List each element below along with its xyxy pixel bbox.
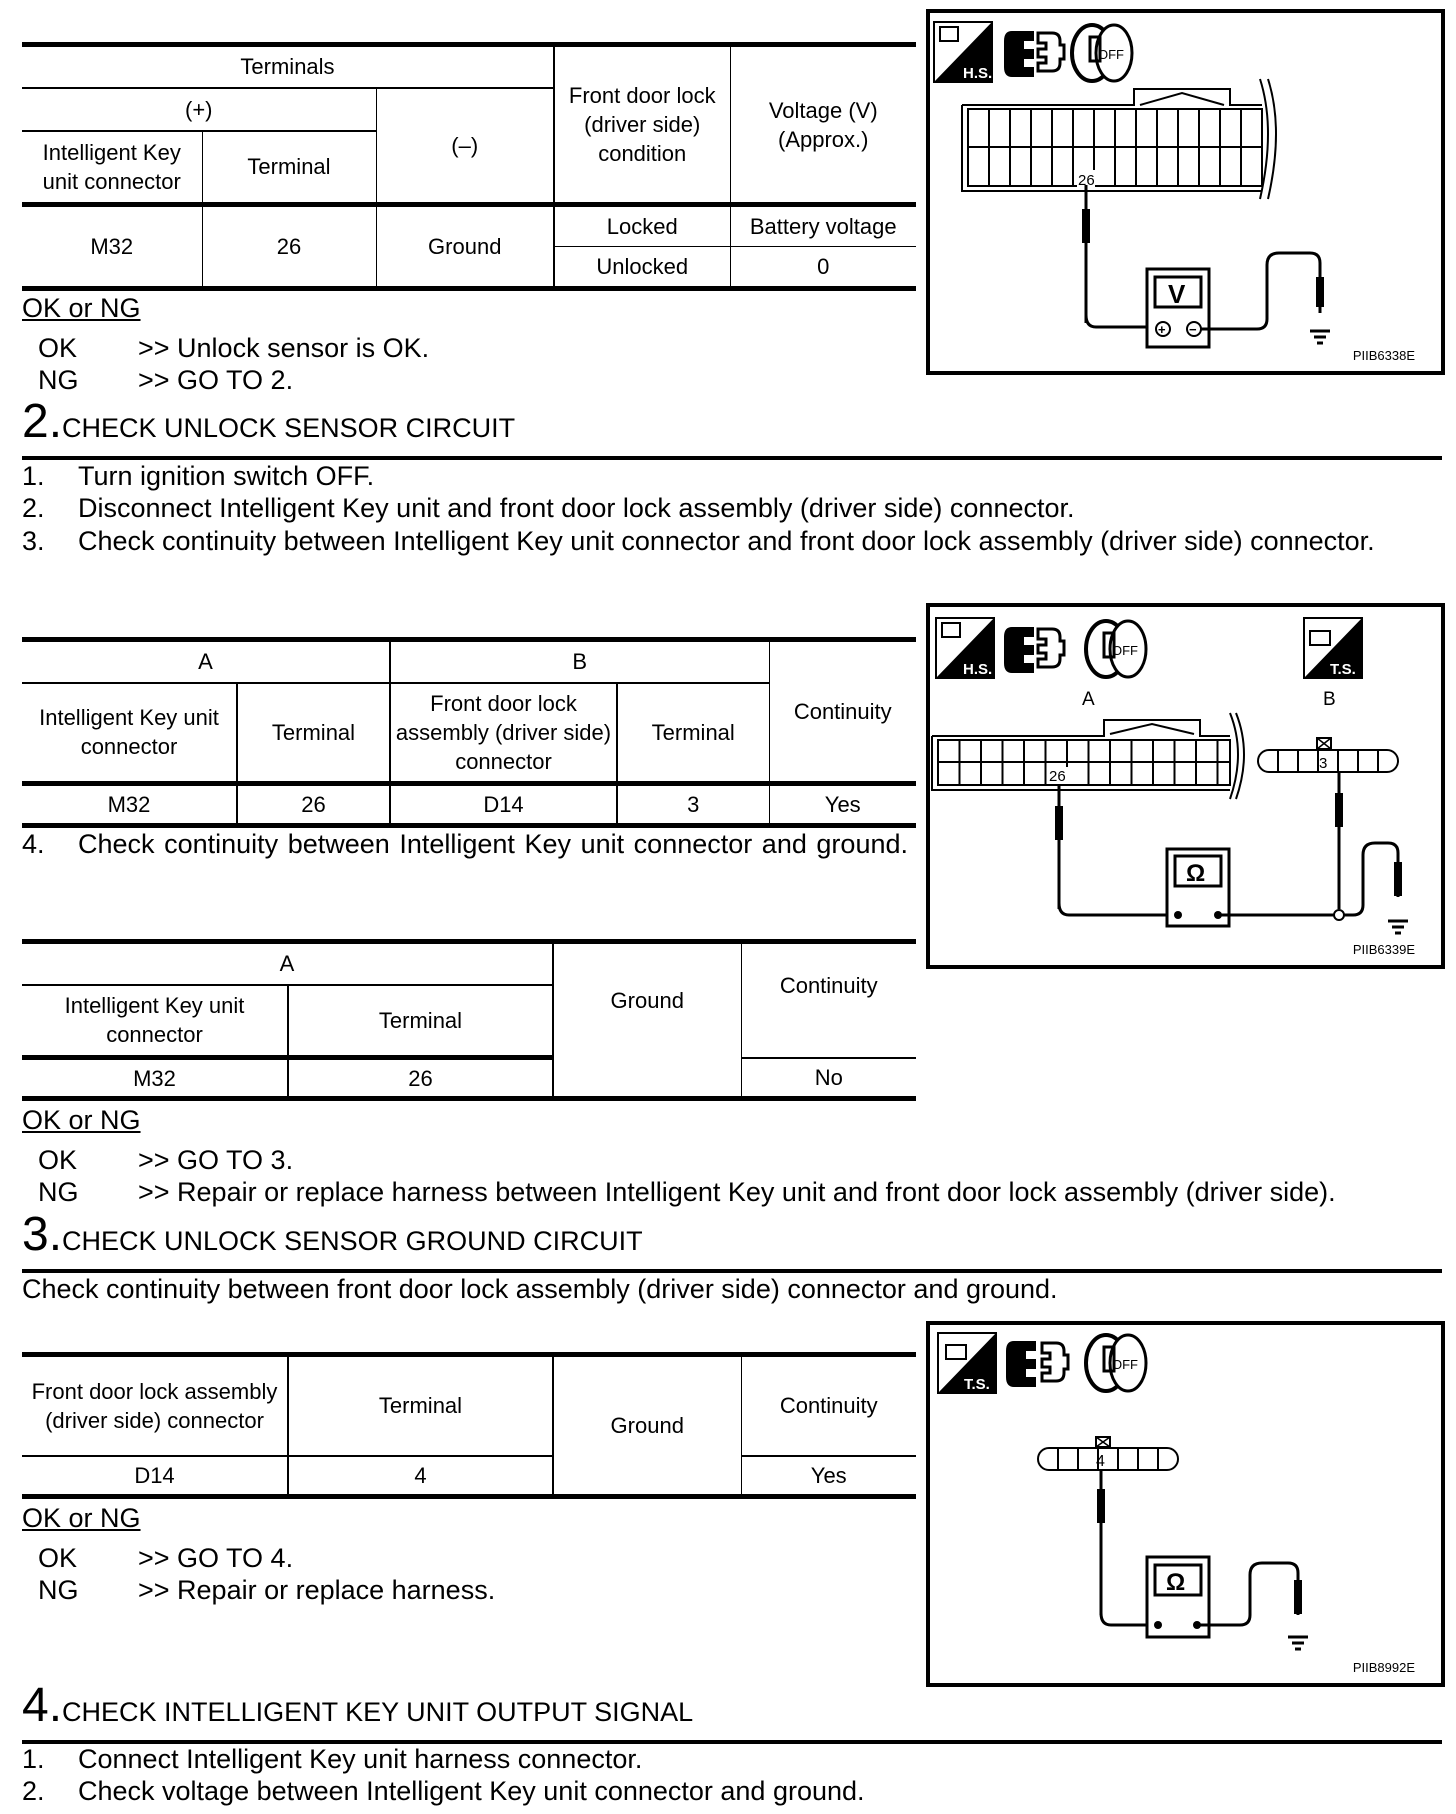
- ok-result: [22, 1145, 293, 1176]
- ng-text: >> GO TO 2.: [138, 365, 294, 395]
- cell-minus: Ground: [376, 205, 554, 289]
- ok-label: OK: [38, 1145, 78, 1175]
- connector-disconnect-icon: [1004, 31, 1064, 77]
- cell-terminal: 26: [202, 205, 376, 289]
- cell-condition-locked: Locked: [554, 205, 730, 247]
- header-b-connector: Front door lock assembly (driver side) connector: [390, 683, 617, 784]
- connector-b: [1038, 1437, 1178, 1470]
- svg-text:T.S.: T.S.: [1330, 661, 1356, 678]
- ng-result: [22, 1177, 1336, 1208]
- ok-text: >> GO TO 4.: [138, 1543, 294, 1573]
- instruction-item: 3. Check continuity between Intelligent Key unit connector and front door lock assembly (driver side) connector.: [22, 526, 1375, 556]
- figure-ground-continuity: [926, 1321, 1445, 1687]
- ng-label: NG: [38, 365, 79, 395]
- figure-voltage-check: [926, 9, 1445, 375]
- cell-connector: M32: [22, 1058, 288, 1099]
- voltmeter: [1147, 269, 1209, 347]
- header-terminal: Terminal: [288, 1355, 553, 1456]
- cell-a-connector: M32: [22, 784, 237, 826]
- ng-text: >> Repair or replace harness.: [138, 1575, 496, 1605]
- hs-label: H.S.: [963, 65, 993, 82]
- ok-label: OK: [38, 333, 78, 363]
- header-terminal: Terminal: [202, 131, 376, 205]
- off-label: OFF: [1098, 47, 1124, 62]
- svg-text:+: +: [1158, 322, 1166, 337]
- ok-text: >> Unlock sensor is OK.: [138, 333, 430, 363]
- ng-label: NG: [38, 1575, 79, 1605]
- instruction-item: 4. Check continuity between Intelligent Key unit connector and ground.: [22, 829, 908, 859]
- step-number: 2.: [22, 395, 63, 448]
- continuity-table-ground: [22, 1352, 916, 1499]
- table-row: [22, 784, 916, 826]
- step-title: CHECK UNLOCK SENSOR GROUND CIRCUIT: [62, 1226, 643, 1256]
- ok-ng-heading: OK or NG: [22, 1105, 141, 1135]
- cell-connector: M32: [22, 205, 202, 289]
- header-connector: Intelligent Key unit connector: [22, 985, 288, 1058]
- ignition-off-icon: [1086, 621, 1146, 677]
- connector-a-label: A: [1082, 689, 1095, 710]
- header-a: A: [22, 942, 553, 985]
- header-voltage: Voltage (V) (Approx.): [730, 45, 916, 205]
- ignition-off-icon: [1086, 1335, 1146, 1391]
- figure-code: PIIB6339E: [1352, 942, 1415, 957]
- ok-result: [22, 333, 429, 364]
- instruction-item: 2. Check voltage between Intelligent Key unit connector and ground.: [22, 1776, 865, 1806]
- header-ground: Ground: [553, 942, 741, 1058]
- figure-code: PIIB6338E: [1352, 348, 1415, 363]
- header-a-terminal: Terminal: [237, 683, 390, 784]
- header-b: B: [390, 640, 769, 683]
- instruction-item: 1. Turn ignition switch OFF.: [22, 461, 375, 491]
- svg-text:4: 4: [1096, 1453, 1105, 1470]
- terminal-side-icon: [938, 1333, 996, 1393]
- pin-label: 26: [1078, 172, 1095, 189]
- svg-text:H.S.: H.S.: [963, 661, 993, 678]
- wiring-diagram: [930, 13, 1441, 371]
- connector-b: [1258, 738, 1398, 772]
- instruction-text: Check continuity between front door lock assembly (driver side) connector and ground.: [22, 1274, 1058, 1304]
- ground-symbol: [1388, 921, 1408, 933]
- connector-b-label: B: [1323, 689, 1336, 710]
- table-row: [22, 205, 916, 247]
- table-row: [22, 1456, 916, 1497]
- header-continuity: Continuity: [769, 640, 916, 784]
- cell-terminal: 26: [288, 1058, 553, 1099]
- header-a: A: [22, 640, 390, 683]
- cell-condition-unlocked: Unlocked: [554, 247, 730, 289]
- svg-text:OFF: OFF: [1112, 643, 1138, 658]
- connector-a: [962, 79, 1276, 199]
- voltage-spec-table: [22, 42, 916, 291]
- svg-text:−: −: [1189, 322, 1197, 337]
- ok-text: >> GO TO 3.: [138, 1145, 294, 1175]
- header-terminal: Terminal: [288, 985, 553, 1058]
- connector-disconnect-icon: [1006, 1341, 1068, 1387]
- connector-disconnect-icon: [1004, 627, 1064, 673]
- header-terminals: Terminals: [22, 45, 554, 88]
- continuity-table-a-b: [22, 637, 916, 828]
- step-number: 4.: [22, 1679, 63, 1732]
- figure-code: PIIB8992E: [1352, 1660, 1415, 1675]
- ok-ng-heading: OK or NG: [22, 293, 141, 323]
- step-number: 3.: [22, 1208, 63, 1261]
- cell-connector: D14: [22, 1456, 288, 1497]
- cell-ground: [553, 1058, 741, 1099]
- ng-result: [22, 365, 293, 396]
- ok-label: OK: [38, 1543, 78, 1573]
- cell-voltage-locked: Battery voltage: [730, 205, 916, 247]
- header-continuity: Continuity: [741, 942, 916, 1058]
- step-2-heading: [22, 394, 515, 449]
- ng-label: NG: [38, 1177, 79, 1207]
- instruction-item: 1. Connect Intelligent Key unit harness connector.: [22, 1744, 643, 1774]
- cell-b-connector: D14: [390, 784, 617, 826]
- ignition-off-icon: [1072, 25, 1132, 81]
- header-a-connector: Intelligent Key unit connector: [22, 683, 237, 784]
- cell-b-terminal: 3: [617, 784, 769, 826]
- section-divider: [22, 1269, 1442, 1273]
- ground-symbol: [1310, 331, 1330, 343]
- header-connector: Intelligent Key unit connector: [22, 131, 202, 205]
- meter-label: V: [1168, 279, 1186, 309]
- svg-text:3: 3: [1319, 755, 1328, 772]
- step-title: CHECK INTELLIGENT KEY UNIT OUTPUT SIGNAL: [62, 1697, 694, 1727]
- cell-terminal: 4: [288, 1456, 553, 1497]
- terminal-side-icon: [1304, 618, 1362, 678]
- header-b-terminal: Terminal: [617, 683, 769, 784]
- step-3-heading: [22, 1207, 643, 1262]
- svg-text:26: 26: [1049, 768, 1066, 785]
- cell-continuity: Yes: [769, 784, 916, 826]
- cell-a-terminal: 26: [237, 784, 390, 826]
- cell-continuity: No: [741, 1058, 916, 1099]
- svg-text:T.S.: T.S.: [964, 1376, 990, 1393]
- section-divider: [22, 456, 1442, 460]
- ground-symbol: [1288, 1637, 1308, 1649]
- svg-text:Ω: Ω: [1166, 1569, 1186, 1596]
- header-continuity: Continuity: [741, 1355, 916, 1456]
- ng-result: [22, 1575, 495, 1606]
- header-plus: (+): [22, 88, 376, 131]
- wiring-diagram: [930, 607, 1441, 965]
- header-connector: Front door lock assembly (driver side) connector: [22, 1355, 288, 1456]
- header-condition: Front door lock (driver side) condition: [554, 45, 730, 205]
- header-ground: Ground: [553, 1355, 741, 1497]
- cell-continuity: Yes: [741, 1456, 916, 1497]
- table-row: [22, 1058, 916, 1099]
- figure-continuity-check-a-b: [926, 603, 1445, 969]
- cell-voltage-unlocked: 0: [730, 247, 916, 289]
- step-4-heading: [22, 1678, 693, 1733]
- svg-text:Ω: Ω: [1186, 860, 1206, 887]
- ok-result: [22, 1543, 293, 1574]
- harness-side-icon: [934, 22, 992, 82]
- ng-text: >> Repair or replace harness between Intelligent Key unit and front door lock assembly (driver side).: [138, 1177, 1336, 1207]
- harness-side-icon: [936, 618, 994, 678]
- ok-ng-heading: OK or NG: [22, 1503, 141, 1533]
- wiring-diagram: [930, 1325, 1441, 1683]
- instruction-item: 2. Disconnect Intelligent Key unit and front door lock assembly (driver side) connector.: [22, 493, 1075, 523]
- header-minus: (–): [376, 88, 554, 205]
- svg-text:OFF: OFF: [1112, 1357, 1138, 1372]
- step-title: CHECK UNLOCK SENSOR CIRCUIT: [62, 413, 516, 443]
- connector-a: [932, 713, 1244, 799]
- continuity-table-ground: [22, 939, 916, 1101]
